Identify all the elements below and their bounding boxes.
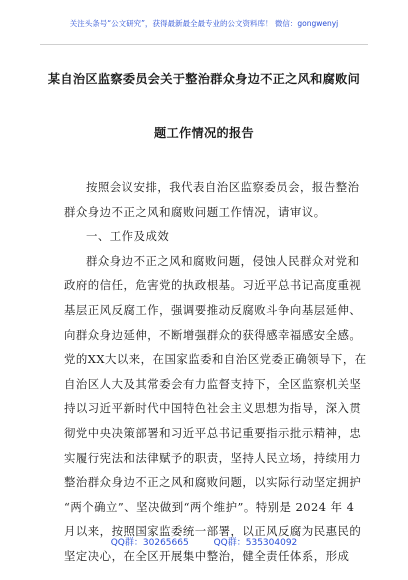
- body-line: 按照会议安排，我代表自治区监察委员会，报告整治: [86, 180, 360, 194]
- qq-group-1: QQ群：30265665: [110, 538, 189, 548]
- section-heading: 一、工作及成效: [86, 229, 170, 244]
- document-body: [64, 175, 367, 569]
- body-line: 月以来，按照国家监委统一部署，以正风反腐为民惠民的: [64, 524, 362, 539]
- body-line: 整治群众身边不正之风和腐败问题，以实际行动坚定拥护: [64, 475, 362, 490]
- body-line: 自治区人大及其常委会有力监督支持下，全区监察机关坚: [64, 376, 362, 391]
- header-promo: 关注头条号“公文研究”，获得最新最全最专业的公文资料库！ 微信：gongwenyj: [69, 19, 339, 28]
- header-divider: [40, 44, 368, 45]
- body-line: 向群众身边延伸，不断增强群众的获得感幸福感安全感。: [64, 327, 362, 342]
- body-line: 基层正风反腐工作，强调要推动反腐败斗争向基层延伸、: [64, 302, 362, 317]
- footer-contacts: [0, 535, 408, 548]
- qq-group-2: QQ群：535304092: [213, 538, 298, 548]
- body-line: 群众身边不正之风和腐败问题，侵蚀人民群众对党和: [86, 253, 360, 268]
- body-line: 彻党中央决策部署和习近平总书记重要指示批示精神，忠: [64, 425, 362, 440]
- body-line: 党的XX大以来，在国家监委和自治区党委正确领导下，在: [64, 352, 367, 367]
- body-line: 坚定决心，在全区开展集中整治，健全责任体系，形成: [64, 548, 350, 563]
- body-line: 群众身边不正之风和腐败问题工作情况，请审议。: [64, 204, 326, 219]
- document-title-line1: 某自治区监察委员会关于整治群众身边不正之风和腐败问: [47, 72, 361, 86]
- body-line: 政府的信任，危害党的执政根基。习近平总书记高度重视: [64, 278, 362, 293]
- body-line: 实履行宪法和法律赋予的职责，坚持人民立场，持续用力: [64, 450, 362, 465]
- body-line: 持以习近平新时代中国特色社会主义思想为指导，深入贯: [64, 401, 362, 416]
- body-line: “两个确立”、坚决做到“两个维护”。特别是 2024 年 4: [64, 499, 355, 514]
- document-title-line2: 题工作情况的报告: [154, 126, 254, 140]
